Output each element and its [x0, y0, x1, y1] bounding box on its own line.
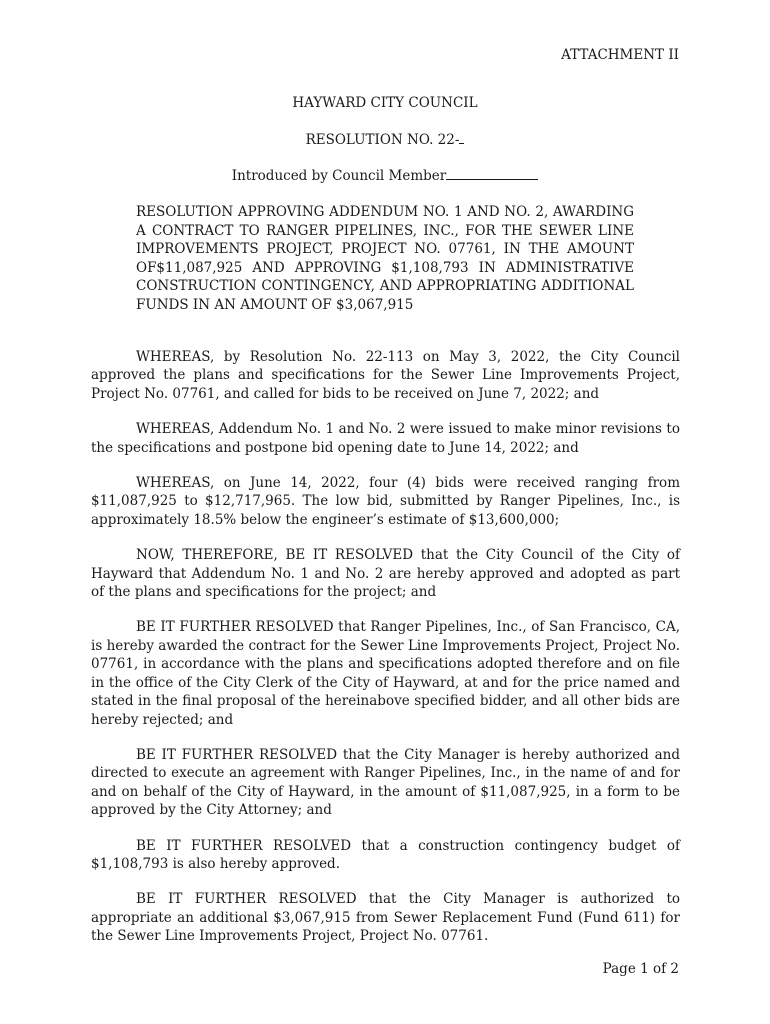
resolution-number-blank	[459, 131, 464, 144]
introduced-by-label: Introduced by Council Member	[231, 168, 447, 184]
introduced-by-line	[0, 167, 770, 185]
paragraph-whereas-1: WHEREAS, by Resolution No. 22-113 on May 3, 2022, the City Council approved the plans and specifications for the Sewer Line Improvements Project, Project No. 07761, and called for bids to be received on June 7, 2022; and	[91, 349, 680, 402]
paragraph-resolved-5: BE IT FURTHER RESOLVED that the City Manager is authorized to appropriate an additional $3,067,915 from Sewer Replacement Fund (Fund 611) for the Sewer Line Improvements Project, Project No. 07761.	[91, 891, 680, 945]
paragraph-resolved-1: NOW, THEREFORE, BE IT RESOLVED that the City Council of the City of Hayward that Addendum No. 1 and No. 2 are hereby approved and adopted as part of the plans and specifications for the project; and	[91, 547, 680, 601]
council-member-blank	[446, 167, 538, 180]
council-heading: HAYWARD CITY COUNCIL	[292, 95, 478, 111]
resolution-title: RESOLUTION APPROVING ADDENDUM NO. 1 AND NO. 2, AWARDING A CONTRACT TO RANGER PIPELINES, INC., FOR THE SEWER LINE IMPROVEMENTS PROJECT, PROJECT NO. 07761, IN THE AMOUNT OF$11,087,925 AND APPROVING $1,108,793 IN ADMINISTRATIVE CONSTRUCTION CONTINGENCY, AND APPROPRIATING ADDITIONAL FUNDS IN AN AMOUNT OF $3,067,915	[136, 204, 634, 313]
page-number: Page 1 of 2	[602, 961, 679, 977]
paragraph-resolved-3: BE IT FURTHER RESOLVED that the City Manager is hereby authorized and directed to execute an agreement with Ranger Pipelines, Inc., in the name of and for and on behalf of the City of Hayward, in the amount of $11,087,925, in a form to be approved by the City Attorney; and	[91, 746, 680, 819]
paragraph-whereas-2: WHEREAS, Addendum No. 1 and No. 2 were issued to make minor revisions to the specifications and postpone bid opening date to June 14, 2022; and	[91, 421, 680, 456]
resolution-body	[91, 348, 680, 963]
attachment-label: ATTACHMENT II	[561, 47, 679, 63]
resolution-number: RESOLUTION NO. 22-	[305, 132, 460, 148]
paragraph-resolved-2: BE IT FURTHER RESOLVED that Ranger Pipelines, Inc., of San Francisco, CA, is hereby awarded the contract for the Sewer Line Improvements Project, Project No. 07761, in accordance with the plans and specifications adopted therefore and on file in the office of the City Clerk of the City of Hayward, at and for the price named and stated in the final proposal of the hereinabove specified bidder, and all other bids are hereby rejected; and	[91, 619, 680, 728]
paragraph-whereas-3: WHEREAS, on June 14, 2022, four (4) bids were received ranging from $11,087,925 to $12,717,965. The low bid, submitted by Ranger Pipelines, Inc., is approximately 18.5% below the engineer’s estimate of $13,600,000;	[91, 475, 680, 528]
resolution-number-line	[0, 131, 770, 149]
paragraph-resolved-4: BE IT FURTHER RESOLVED that a construction contingency budget of $1,108,793 is also hereby approved.	[91, 837, 680, 872]
